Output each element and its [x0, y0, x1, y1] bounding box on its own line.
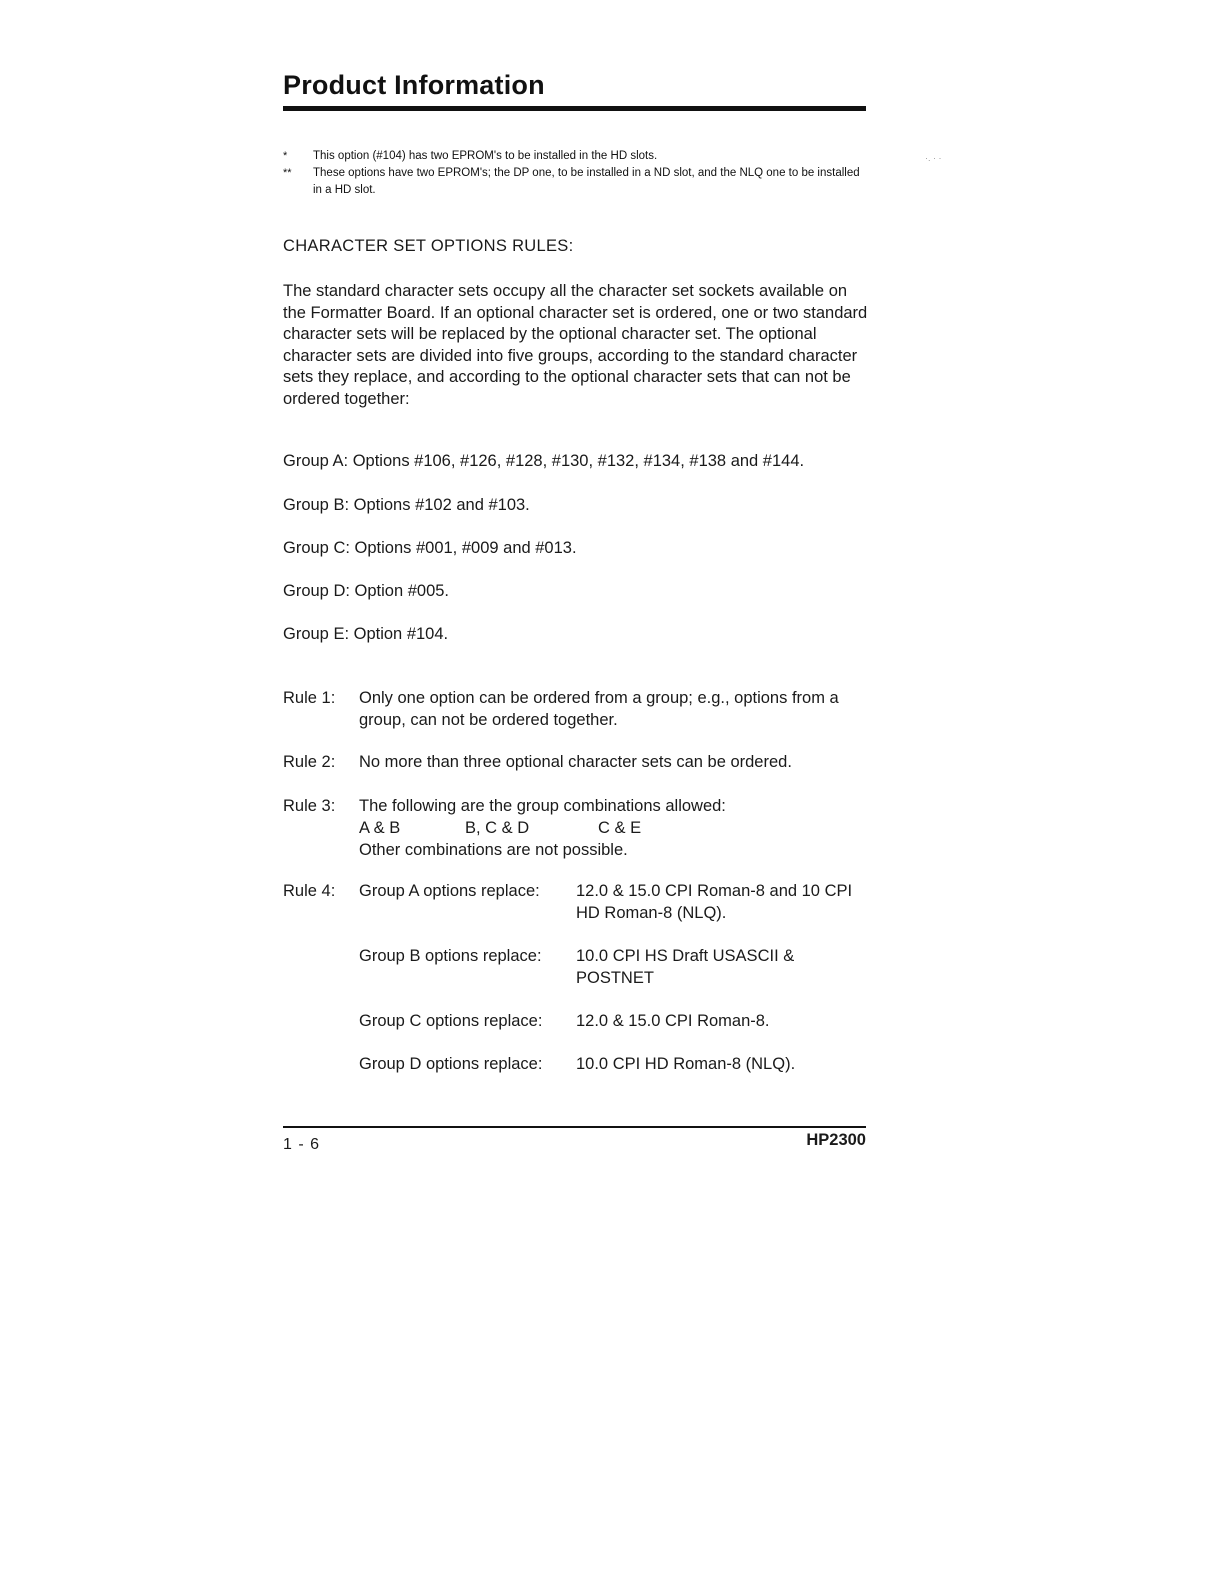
- combination-item: C & E: [598, 818, 642, 837]
- replacement-label: Group C options replace:: [359, 1012, 543, 1030]
- replacement-label: Group B options replace:: [359, 947, 542, 965]
- page-number: 1 - 6: [283, 1136, 321, 1153]
- header-divider: [283, 106, 866, 111]
- footnote-mark: **: [283, 167, 292, 179]
- replacement-label: Group A options replace:: [359, 882, 540, 900]
- scan-speck: ·. · ·: [925, 153, 942, 163]
- footnotes: [283, 148, 863, 199]
- combination-item: A & B: [359, 818, 401, 837]
- rule-text: No more than three optional character sets can be ordered.: [359, 753, 792, 771]
- rule-note: Other combinations are not possible.: [359, 840, 628, 859]
- footnote-item: [283, 148, 863, 165]
- footnote-text: These options have two EPROM's; the DP one, to be installed in a ND slot, and the NLQ one to be installed in a HD slot.: [313, 167, 860, 196]
- replacement-value: 10.0 CPI HD Roman-8 (NLQ).: [576, 1055, 796, 1073]
- rule-text: The following are the group combinations allowed:: [359, 797, 726, 815]
- footnote-item: [283, 165, 863, 199]
- combination-item: B, C & D: [465, 818, 530, 837]
- group-item-b: Group B: Options #102 and #103.: [283, 496, 530, 514]
- model-name: HP2300: [806, 1131, 866, 1149]
- replacement-value: 12.0 & 15.0 CPI Roman-8.: [576, 1012, 770, 1030]
- rule-label: Rule 4:: [283, 882, 336, 900]
- intro-paragraph: The standard character sets occupy all the character set sockets available on the Formatter Board. If an optional character set is ordered, one or two standard character sets will be replaced by the optional character set. The optional character sets are divided into five groups, according to the standard character sets they replace, and according to the optional character sets that can not be ordered together:: [283, 282, 868, 408]
- rule-body: [359, 796, 869, 861]
- combination-list: [359, 818, 869, 840]
- rule-label: Rule 2:: [283, 753, 336, 771]
- page-title: Product Information: [283, 70, 545, 100]
- group-item-a: Group A: Options #106, #126, #128, #130, #132, #134, #138 and #144.: [283, 452, 805, 470]
- rule-label: Rule 3:: [283, 797, 336, 815]
- footnote-text: This option (#104) has two EPROM's to be installed in the HD slots.: [313, 150, 658, 162]
- rule-text: Only one option can be ordered from a group; e.g., options from a group, can not be ordered together.: [359, 689, 839, 729]
- replacement-value: 10.0 CPI HS Draft USASCII & POSTNET: [576, 947, 795, 987]
- group-item-c: Group C: Options #001, #009 and #013.: [283, 539, 577, 557]
- group-item-d: Group D: Option #005.: [283, 582, 450, 600]
- rule-label: Rule 1:: [283, 689, 336, 707]
- replacement-label: Group D options replace:: [359, 1055, 543, 1073]
- footer-divider: [283, 1126, 866, 1128]
- section-heading: CHARACTER SET OPTIONS RULES:: [283, 237, 574, 255]
- replacement-value: 12.0 & 15.0 CPI Roman-8 and 10 CPI HD Roman-8 (NLQ).: [576, 882, 853, 922]
- footnote-mark: *: [283, 150, 288, 162]
- group-item-e: Group E: Option #104.: [283, 625, 449, 643]
